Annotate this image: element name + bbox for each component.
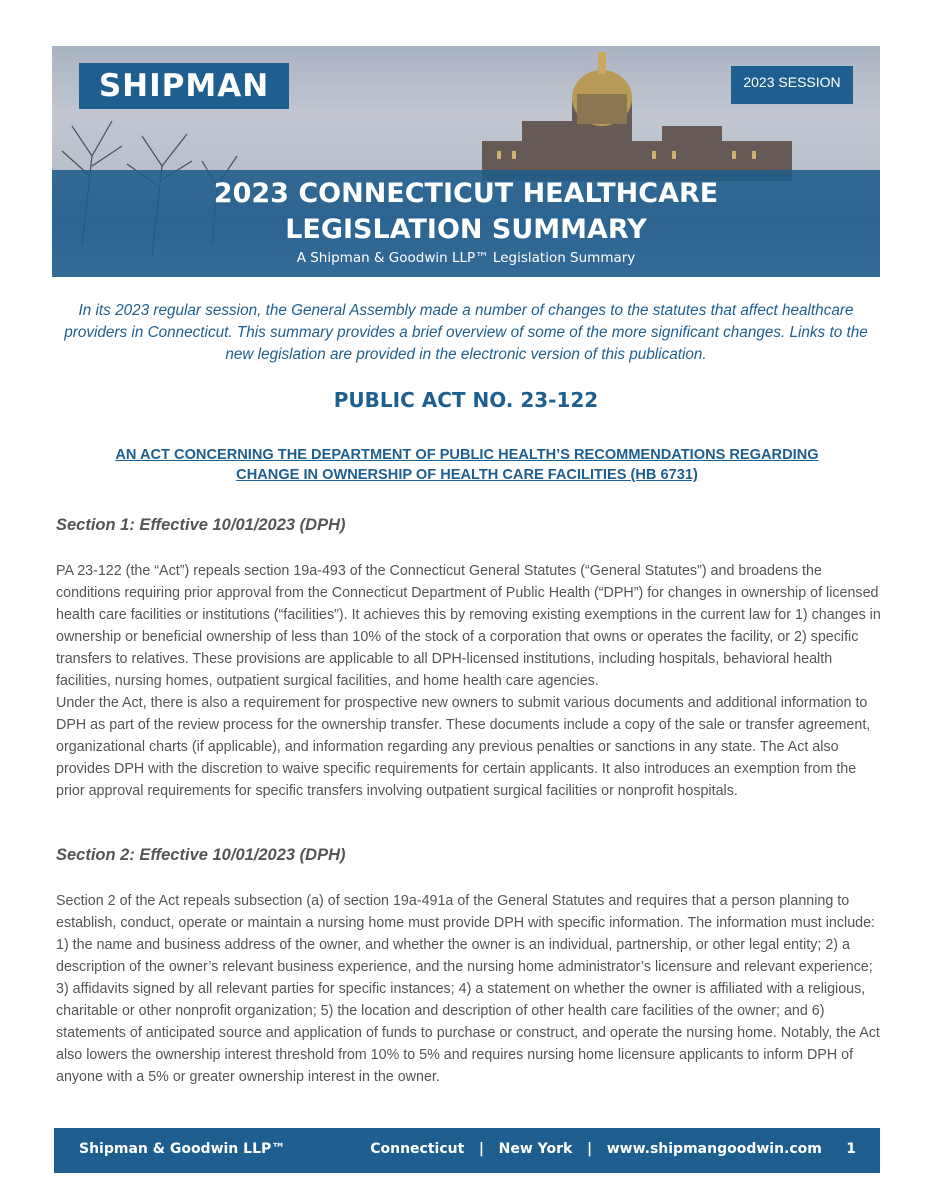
- act-name-line-1: AN ACT CONCERNING THE DEPARTMENT OF PUBLIC HEALTH’S RECOMMENDATIONS REGARDING: [115, 447, 819, 463]
- section-2-body: Section 2 of the Act repeals subsection (a) of section 19a-491a of the General Statutes and requires that a person planning to establish, conduct, operate or maintain a nursing home must provide DPH with specific information. The information must include: 1) the name and business address of the owner, and whether the owner is an individual, partnership, or other legal entity; 2) a description of the owner’s relevant business experience, and the nursing home administrator’s licensure and relevant experience; 3) affidavits signed by all relevant parties for specific instances; 4) a statement on whether the owner is affiliated with a religious, charitable or other nonprofit organization; 5) the location and description of other health care facilities of the owner; and 6) statements of anticipated source and application of funds to purchase or construct, and operate the nursing home. Notably, the Act also lowers the ownership interest threshold from 10% to 5% and requires nursing home licensure applicants to inform DPH of anyone with a 5% or greater ownership interest in the owner.: [56, 893, 880, 1085]
- section-1-paragraph-2: Under the Act, there is also a requirement for prospective new owners to submit various documents and additional information to DPH as part of the review process for the ownership transfer. These documents include a copy of the sale or transfer agreement, organizational charts (if applicable), and information regarding any previous penalties or sanctions in any state. The Act also provides DPH with the discretion to waive specific requirements for certain applicants. It also introduces an exemption from the prior approval requirements for specific transfers involving outpatient surgical facilities or nonprofit hospitals.: [56, 695, 871, 799]
- act-name-line-2: CHANGE IN OWNERSHIP OF HEALTH CARE FACILITIES (HB 6731): [236, 467, 698, 483]
- shipman-logo: SHIPMAN: [79, 63, 289, 109]
- act-name-link[interactable]: [52, 445, 882, 485]
- section-2-heading: Section 2: Effective 10/01/2023 (DPH): [56, 846, 346, 864]
- footer-right: Connecticut | New York | www.shipmangoodwin.com 1: [370, 1141, 856, 1157]
- footer-firm-name: Shipman & Goodwin LLP™: [79, 1141, 286, 1157]
- intro-paragraph: In its 2023 regular session, the General Assembly made a number of changes to the statutes that affect healthcare providers in Connecticut. This summary provides a brief overview of some of the more significant changes. Links to the new legislation are provided in the electronic version of this publication.: [64, 302, 868, 363]
- section-1-paragraph-1: PA 23-122 (the “Act”) repeals section 19a-493 of the Connecticut General Statutes (“General Statutes”) and broadens the conditions requiring prior approval from the Connecticut Department of Public Health (“DPH”) for changes in ownership of licensed health care facilities or institutions (“facilities”). It achieves this by removing existing exemptions in the current law for 1) changes in ownership or beneficial ownership of less than 10% of the stock of a corporation that owns or operates the facility, or 2) specific transfers to relatives. These provisions are applicable to all DPH-licensed institutions, including hospitals, behavioral health facilities, nursing homes, outpatient surgical facilities, and home health care agencies.: [56, 563, 881, 689]
- footer-location-new-york: New York: [498, 1141, 573, 1157]
- header-banner: [52, 46, 880, 277]
- footer-website-link[interactable]: www.shipmangoodwin.com: [606, 1141, 822, 1157]
- session-badge: 2023 SESSION: [731, 66, 853, 104]
- section-1-body: [56, 560, 882, 802]
- page-number: 1: [846, 1141, 856, 1157]
- public-act-number: PUBLIC ACT NO. 23-122: [333, 388, 599, 412]
- page-footer: [54, 1128, 880, 1173]
- section-1-heading: Section 1: Effective 10/01/2023 (DPH): [56, 516, 346, 534]
- document-subtitle: A Shipman & Goodwin LLP™ Legislation Summary: [296, 250, 636, 266]
- footer-location-connecticut: Connecticut: [370, 1141, 465, 1157]
- title-band: [52, 170, 880, 277]
- document-title-line-2: LEGISLATION SUMMARY: [285, 214, 647, 245]
- document-title-line-1: 2023 CONNECTICUT HEALTHCARE: [213, 178, 719, 209]
